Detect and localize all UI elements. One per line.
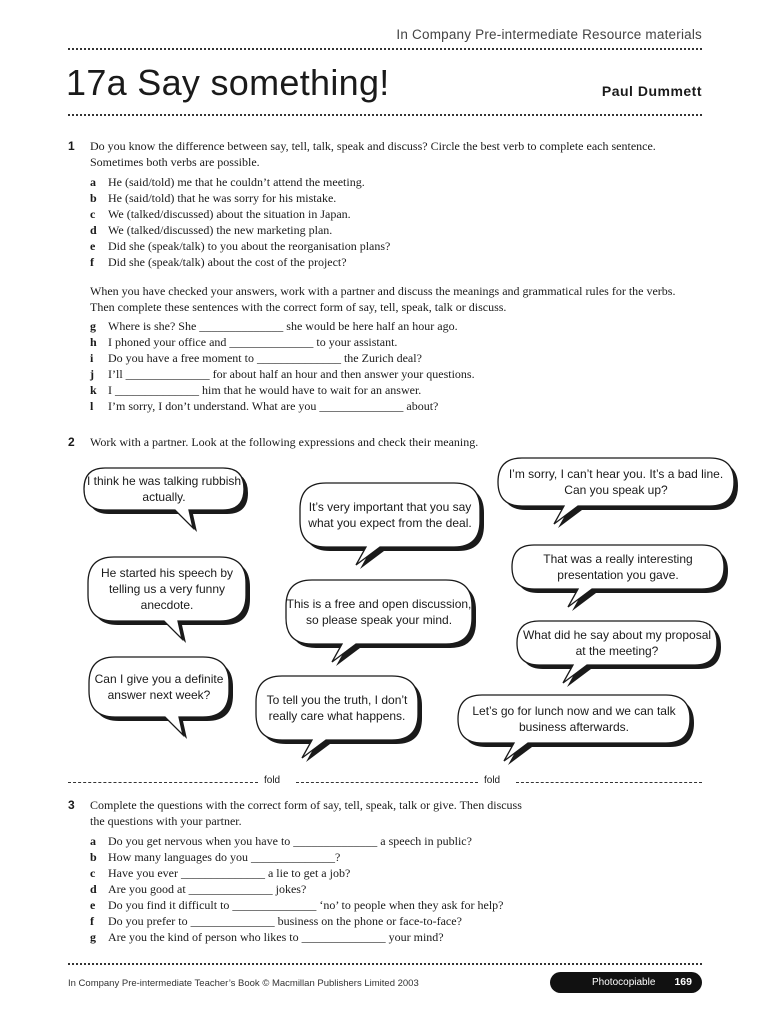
- speech-bubble: [256, 676, 418, 740]
- speech-bubble-text: It’s very important that you say what you expect from the deal.: [308, 500, 472, 530]
- speech-bubble-text: Let’s go for lunch now and we can talk business afterwards.: [472, 704, 676, 734]
- photocopiable-label: Photocopiable: [592, 977, 656, 988]
- divider-title: [68, 114, 702, 116]
- list-item: l I’m sorry, I don’t understand. What are you ______________ about?: [90, 399, 439, 413]
- list-item: i Do you have a free moment to ______________ the Zurich deal?: [90, 351, 422, 365]
- question-3-intro: Complete the questions with the correct form of say, tell, speak, talk or give. Then discuss the questions with your partner.: [90, 798, 522, 828]
- list-item: e Do you find it difficult to ______________ ‘no’ to people when they ask for help?: [90, 898, 504, 912]
- question-3-list: [90, 833, 700, 945]
- speech-bubble: [458, 695, 690, 743]
- speech-bubble-text: To tell you the truth, I don’t really care what happens.: [266, 693, 408, 723]
- list-item: a He (said/told) me that he couldn’t attend the meeting.: [90, 175, 365, 189]
- question-2-intro: Work with a partner. Look at the following expressions and check their meaning.: [90, 435, 479, 449]
- list-item: d Are you good at ______________ jokes?: [90, 882, 307, 896]
- series-title: In Company Pre-intermediate Resource materials: [396, 27, 702, 42]
- question-1-intro-2: When you have checked your answers, work with a partner and discuss the meanings and grammatical rules for the verbs. Then complete these sentences with the correct form of say, tell, speak, talk or discuss.: [90, 284, 676, 314]
- speech-bubble: [89, 657, 229, 717]
- divider-bottom: [68, 963, 702, 965]
- speech-bubble-text: This is a free and open discussion, so please speak your mind.: [286, 597, 472, 627]
- speech-bubble-text: Can I give you a definite answer next week?: [94, 672, 224, 702]
- question-1-number: 1: [68, 139, 75, 153]
- speech-bubble-text: I’m sorry, I can’t hear you. It’s a bad line. Can you speak up?: [508, 467, 724, 497]
- page-number: 169: [674, 976, 692, 988]
- question-1-list-b: [90, 318, 700, 414]
- list-item: c We (talked/discussed) about the situation in Japan.: [90, 207, 351, 221]
- list-item: a Do you get nervous when you have to ______________ a speech in public?: [90, 834, 472, 848]
- speech-bubble: [88, 557, 246, 621]
- fold-line: [68, 782, 258, 783]
- list-item: g Are you the kind of person who likes to ______________ your mind?: [90, 930, 444, 944]
- list-item: k I ______________ him that he would have to wait for an answer.: [90, 383, 422, 397]
- question-3-number: 3: [68, 798, 75, 812]
- list-item: e Did she (speak/talk) to you about the reorganisation plans?: [90, 239, 391, 253]
- list-item: c Have you ever ______________ a lie to get a job?: [90, 866, 351, 880]
- list-item: f Did she (speak/talk) about the cost of the project?: [90, 255, 347, 269]
- question-1-intro: Do you know the difference between say, tell, talk, speak and discuss? Circle the best verb to complete each sentence. Sometimes both verbs are possible.: [90, 139, 656, 169]
- list-item: b He (said/told) that he was sorry for his mistake.: [90, 191, 337, 205]
- question-1-list-a: [90, 174, 700, 270]
- fold-line: [296, 782, 478, 783]
- fold-label: fold: [264, 775, 281, 786]
- speech-bubble-text: What did he say about my proposal at the meeting?: [522, 628, 712, 658]
- speech-bubble: [286, 580, 472, 644]
- copyright: In Company Pre-intermediate Teacher’s Book © Macmillan Publishers Limited 2003: [68, 978, 419, 989]
- list-item: h I phoned your office and ______________ to your assistant.: [90, 335, 398, 349]
- list-item: g Where is she? She ______________ she would be here half an hour ago.: [90, 319, 458, 333]
- list-item: j I’ll ______________ for about half an hour and then answer your questions.: [90, 367, 475, 381]
- speech-bubble: [498, 458, 734, 506]
- speech-bubble-text: That was a really interesting presentation you gave.: [543, 552, 693, 582]
- divider-top: [68, 48, 702, 50]
- list-item: b How many languages do you ______________?: [90, 850, 341, 864]
- speech-bubble-text: He started his speech by telling us a very funny anecdote.: [100, 566, 234, 612]
- speech-bubble: [84, 468, 244, 510]
- question-2-number: 2: [68, 435, 75, 449]
- speech-bubble-text: I think he was talking rubbish actually.: [86, 474, 242, 504]
- author: Paul Dummett: [601, 83, 702, 99]
- fold-label: fold: [484, 775, 501, 786]
- list-item: f Do you prefer to ______________ business on the phone or face-to-face?: [90, 914, 462, 928]
- speech-bubble: [512, 545, 724, 589]
- speech-bubble: [300, 483, 480, 547]
- page-title: 17a Say something!: [66, 62, 390, 103]
- fold-line: [516, 782, 702, 783]
- photocopiable-badge: [550, 972, 702, 993]
- list-item: d We (talked/discussed) the new marketing plan.: [90, 223, 333, 237]
- speech-bubble: [517, 621, 717, 665]
